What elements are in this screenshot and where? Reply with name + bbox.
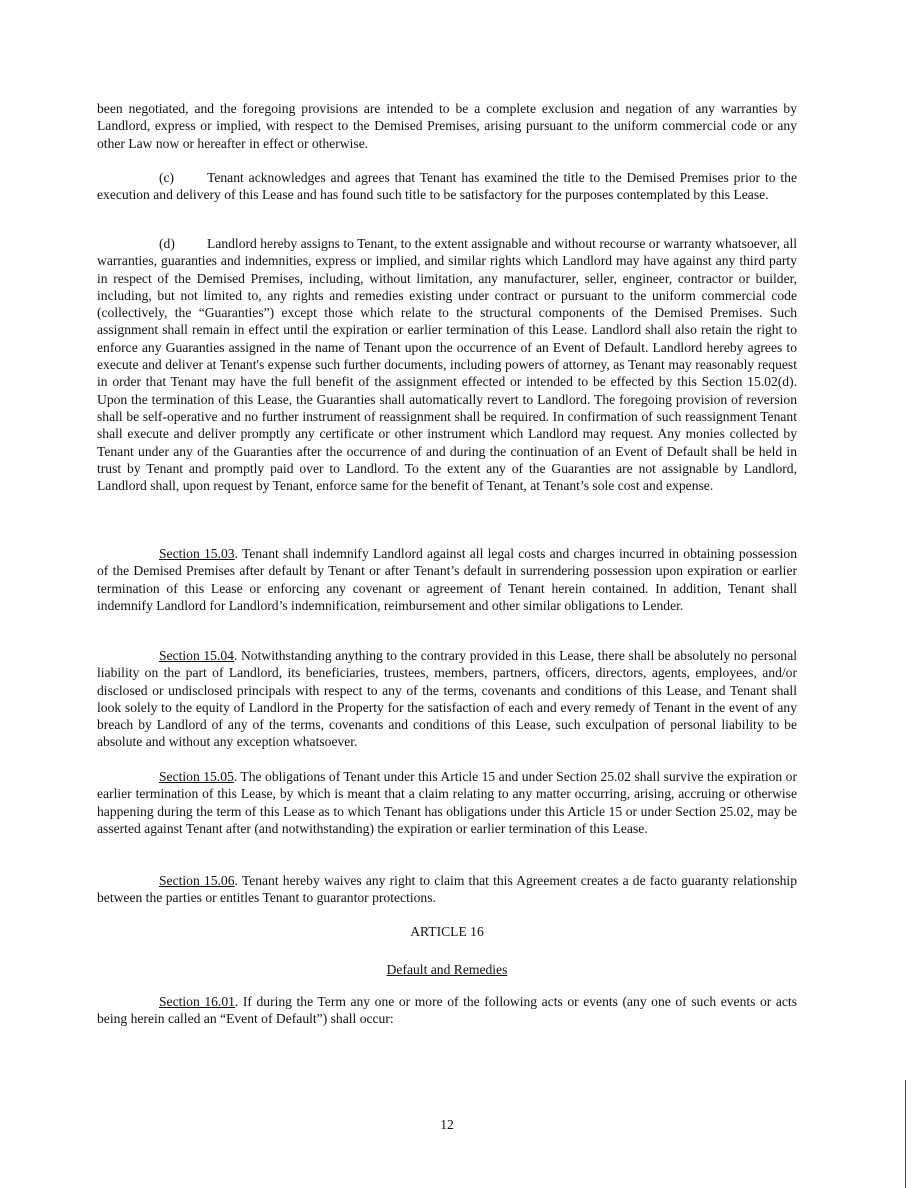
page-number: 12: [440, 1117, 454, 1132]
section-heading-15-04: Section 15.04: [159, 648, 234, 663]
section-heading-15-03: Section 15.03: [159, 546, 235, 561]
section-15-06: [97, 872, 797, 907]
section-15-05: [97, 768, 797, 837]
paragraph-d: [97, 235, 797, 494]
paragraph-continuation: been negotiated, and the foregoing provisions are intended to be a complete exclusion and negation of any warranties by Landlord, express or implied, with respect to the Demised Premises, arising pursuant to the uniform commercial code or any other Law now or hereafter in effect or otherwise.: [97, 101, 797, 151]
section-text-15-05: . The obligations of Tenant under this Article 15 and under Section 25.02 shall survive the expiration or earlier termination of this Lease, by which is meant that a claim relating to any matter occurring, arising, accruing or otherwise happening during the term of this Lease as to which Tenant has obligations under this Article 15 or under Section 25.02, may be asserted against Tenant after (and notwithstanding) the expiration or earlier termination of this Lease.: [97, 769, 797, 836]
section-15-04: [97, 647, 797, 751]
section-15-03: [97, 545, 797, 614]
article-heading: ARTICLE 16: [410, 924, 484, 939]
section-text-16-01: . If during the Term any one or more of the following acts or events (any one of such events or acts being herein called an “Event of Default”) shall occur:: [97, 994, 797, 1027]
clause-label-c: (c): [159, 170, 175, 185]
section-16-01: [97, 993, 797, 1028]
clause-label-d: (d): [159, 236, 175, 251]
clause-text-c: Tenant acknowledges and agrees that Tenant has examined the title to the Demised Premises prior to the execution and delivery of this Lease and has found such title to be satisfactory for the purposes contemplated by this Lease.: [97, 170, 797, 203]
clause-text-d: Landlord hereby assigns to Tenant, to the extent assignable and without recourse or warranty whatsoever, all warranties, guaranties and indemnities, express or implied, and similar rights which Landlord may have against any third party in respect of the Demised Premises, including, without limitation, any manufacturer, seller, engineer, contractor or builder, including, but not limited to, any rights and remedies existing under contract or pursuant to the uniform commercial code (collectively, the “Guaranties”) except those which relate to the structural components of the Demised Premises. Such assignment shall remain in effect until the expiration or earlier termination of this Lease. Landlord shall also retain the right to enforce any Guaranties assigned in the name of Tenant upon the occurrence of an Event of Default. Landlord hereby agrees to execute and deliver at Tenant's expense such further documents, including powers of attorney, as Tenant may reasonably request in order that Tenant may have the full benefit of the assignment effected or intended to be effected by this Section 15.02(d). Upon the termination of this Lease, the Guaranties shall automatically revert to Landlord. The foregoing provision of reversion shall be self-operative and no further instrument of reassignment shall be required. In confirmation of such reassignment Tenant shall execute and deliver promptly any certificate or other instrument which Landlord may request. Any monies collected by Tenant under any of the Guaranties after the occurrence of and during the continuation of an Event of Default shall be held in trust by Tenant and promptly paid over to Landlord. To the extent any of the Guaranties are not assignable by Landlord, Landlord shall, upon request by Tenant, enforce same for the benefit of Tenant, at Tenant’s sole cost and expense.: [97, 236, 797, 494]
section-text-15-03: . Tenant shall indemnify Landlord against all legal costs and charges incurred in obtaining possession of the Demised Premises after default by Tenant or after Tenant’s default in surrendering possession upon expiration or earlier termination of this Lease or enforcing any covenant or agreement of Tenant herein contained. In addition, Tenant shall indemnify Landlord for Landlord’s indemnification, reimbursement and other similar obligations to Lender.: [97, 546, 798, 613]
article-subtitle-text: Default and Remedies: [386, 962, 508, 977]
scan-edge-line: [905, 1080, 906, 1188]
section-heading-16-01: Section 16.01: [159, 994, 235, 1009]
article-subtitle: [97, 962, 797, 978]
section-text-15-06: . Tenant hereby waives any right to claim that this Agreement creates a de facto guaranty relationship between the parties or entitles Tenant to guarantor protections.: [97, 873, 798, 906]
paragraph-c: [97, 169, 797, 204]
section-heading-15-05: Section 15.05: [159, 769, 234, 784]
section-heading-15-06: Section 15.06: [159, 873, 235, 888]
section-text-15-04: . Notwithstanding anything to the contrary provided in this Lease, there shall be absolutely no personal liability on the part of Landlord, its beneficiaries, trustees, members, partners, officers, directors, agents, employees, and/or disclosed or undisclosed principals with respect to any of the terms, covenants and conditions of this Lease, and Tenant shall look solely to the equity of Landlord in the Property for the satisfaction of each and every remedy of Tenant in the event of any breach by Landlord of any of the terms, covenants and conditions of this Lease, such exculpation of personal liability to be absolute and without any exception whatsoever.: [97, 648, 798, 750]
